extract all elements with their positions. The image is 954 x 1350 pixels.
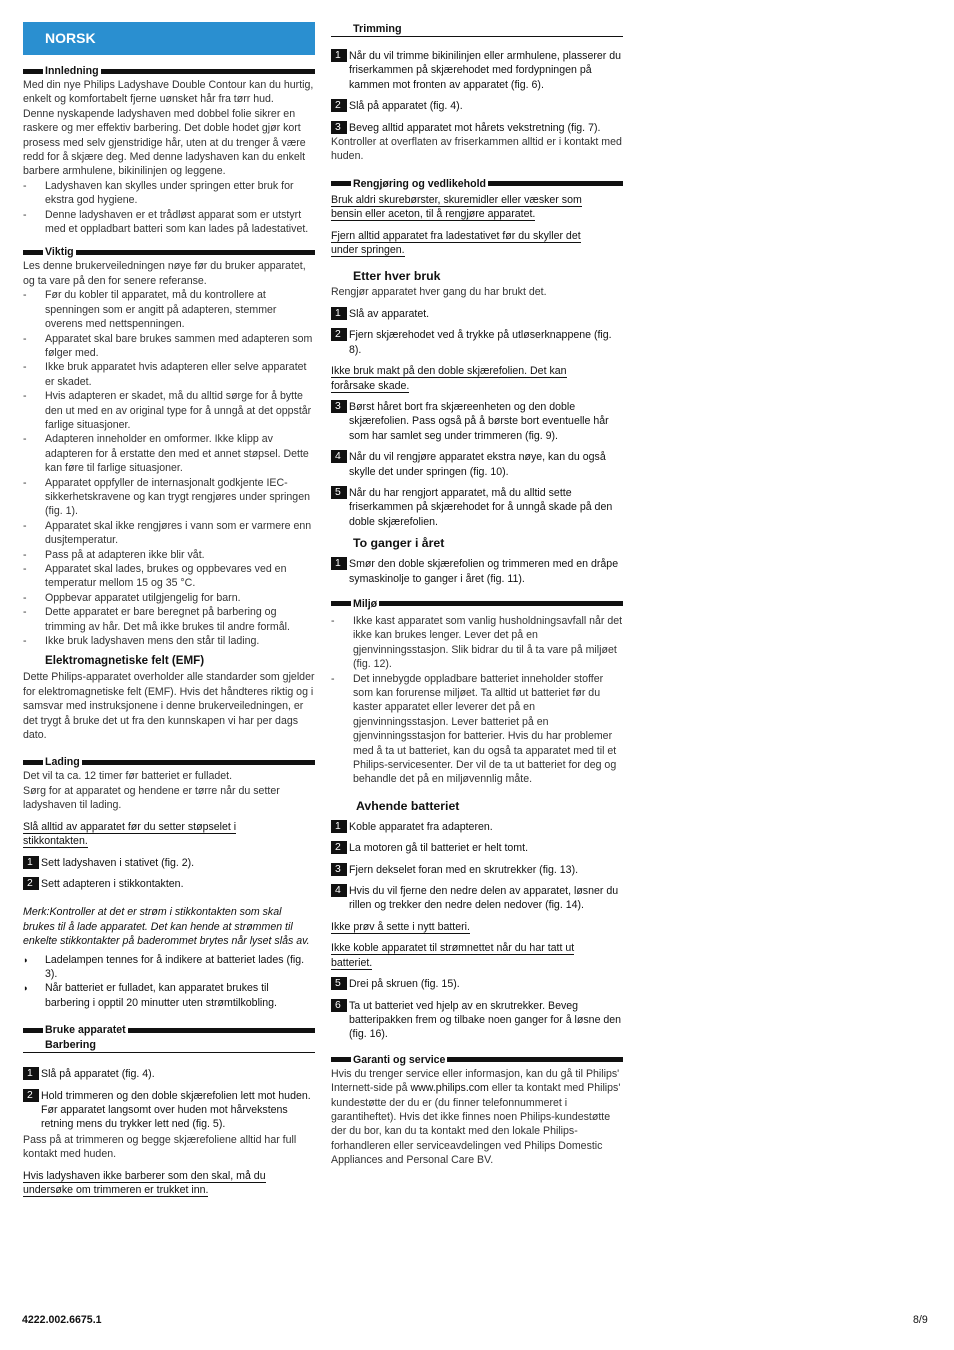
warning-text: Bruk aldri skurebørster, skuremidler eller væsker som bensin eller aceton, til å rengjøre apparatet. (331, 193, 582, 221)
step-item: 2 La motoren gå til batteriet er helt tomt. (331, 841, 623, 855)
section-heading-viktig: Viktig (23, 246, 315, 258)
step-item: 1 Når du vil trimme bikinilinjen eller armhulene, plasserer du friserkammen på skjærehodet med fordypningen på kammen mot fronten av apparatet (fig. 6). (331, 49, 623, 92)
list-item: - Adapteren inneholder en omformer. Ikke klipp av adapteren for å erstatte den med et annet støpsel. Dette kan føre til farlige situasjoner. (23, 433, 309, 475)
section-heading-rengjoring: Rengjøring og vedlikehold (331, 178, 623, 190)
list-item: - Hvis adapteren er skadet, må du alltid sørge for å bytte den ut med en av original type for å unngå at det oppstår farlige situasjoner. (23, 390, 312, 431)
list-item: - Pass på at adapteren ikke blir våt. (23, 548, 205, 561)
section-heading-lading: Lading (23, 756, 315, 768)
etter-paragraph: Rengjør apparatet hver gang du har brukt det. (331, 286, 547, 299)
section-heading-bruke: Bruke apparatet (23, 1024, 315, 1036)
left-column (23, 22, 315, 1204)
philips-link[interactable]: www.philips.com (410, 1082, 489, 1095)
step-item: 4 Hvis du vil fjerne den nedre delen av apparatet, løsner du rillen og trekker den nedre delen nedover (fig. 14). (331, 884, 623, 913)
garanti-paragraph: Hvis du trenger service eller informasjon, kan du gå til Philips' Internett-side på www.philips.com eller ta kontakt med Philips' kundestøtte der du er (du finner telefonnummeret i garantiheftet). Hvis det ikke finnes noen Philips-kundestøtte der du bor, kan du ta kontakt med den lokale Philips-forhandleren eller serviceavdelingen ved Philips Domestic Appliances and Personal Care BV. (331, 1067, 621, 1167)
lading-paragraph-1: Det vil ta ca. 12 timer før batteriet er fulladet. (23, 770, 233, 783)
step-item: 5 Drei på skruen (fig. 15). (331, 977, 623, 991)
list-item: ◗ Når batteriet er fulladet, kan apparatet brukes til barbering i opptil 20 minutter uten strømtilkobling. (23, 982, 277, 1009)
step-item: 3 Beveg alltid apparatet mot hårets vekstretning (fig. 7). (331, 121, 623, 135)
step-item: 2 Slå på apparatet (fig. 4). (331, 99, 623, 113)
list-item: - Ikke kast apparatet som vanlig husholdningsavfall når det ikke kan brukes lenger. Lever det på en gjenvinningsstasjon. Slik bidrar du til å ta vare på miljøet (fig. 12). (331, 614, 623, 671)
warning-text: Ikke prøv å sette i nytt batteri. (331, 920, 470, 933)
list-item: - Dette apparatet er bare beregnet på barbering og trimming av hår. Det må ikke brukes til andre formål. (23, 606, 290, 633)
step-item: 2 Sett adapteren i stikkontakten. (23, 877, 315, 891)
page-number: 8/9 (913, 1314, 928, 1326)
step-item: 5 Når du har rengjort apparatet, må du alltid sette friserkammen på skjærehodet for å unngå skade på den doble skjærefolien. (331, 486, 623, 529)
section-heading-miljo: Miljø (331, 598, 623, 610)
list-item: ◗ Ladelampen tennes for å indikere at batteriet lades (fig. 3). (23, 953, 305, 980)
step-item: 1 Koble apparatet fra adapteren. (331, 820, 623, 834)
bruke-paragraph: Pass på at trimmeren og begge skjærefoliene alltid har full kontakt med huden. (23, 1133, 297, 1161)
section-heading-garanti: Garanti og service (331, 1054, 623, 1066)
list-item: - Oppbevar apparatet utilgjengelig for barn. (23, 591, 241, 604)
right-column (331, 22, 623, 1168)
step-item: 3 Børst håret bort fra skjæreenheten og den doble skjærefolien. Pass også på å børste bort eventuelle hår som har samlet seg under trimmeren (fig. 9). (331, 400, 623, 443)
warning-text: Fjern alltid apparatet fra ladestativet før du skyller det under springen. (331, 229, 581, 257)
section-heading-innledning: Innledning (23, 65, 315, 77)
list-item: - Det innebygde oppladbare batteriet inneholder stoffer som kan forurense miljøet. Ta alltid ut batteriet før du kaster apparatet eller leverer det på en gjenvinningsstasjon. Lever batteriet på en gjenvinningsstasjon for batterier. Hvis du har problemer med å ta ut batteriet, kan du også ta apparatet med til et Philips-servicesenter. Der vil de ta ut batteriet for deg og behandle det på en miljøvennlig måte. (331, 672, 617, 786)
list-item: - Denne ladyshaven er et trådløst apparat som er utstyrt med et oppladbart batteri som kan lades på ladestativet. (23, 208, 309, 236)
note-text: Merk:Kontroller at det er strøm i stikkontakten som skal brukes til å lade apparatet. Det kan hende at strømmen til enkelte stikkontakter på baderommet brytes når lyset slås av. (23, 906, 310, 948)
step-item: 1 Slå på apparatet (fig. 4). (23, 1067, 315, 1081)
language-banner: NORSK (23, 22, 315, 55)
list-item: - Før du kobler til apparatet, må du kontrollere at spenningen som er angitt på adapteren, stemmer overens med nettspenningen. (23, 289, 277, 331)
subheading-avhende: Avhende batteriet (356, 798, 460, 813)
warning-text: Hvis ladyshaven ikke barberer som den skal, må du undersøke om trimmeren er trukket inn. (23, 1169, 266, 1196)
list-item: - Apparatet oppfyller de internasjonalt godkjente IEC-sikkerhetskravene og kan trygt rengjøres under springen (fig. 1). (23, 476, 310, 518)
list-item: - Apparatet skal bare brukes sammen med adapteren som følger med. (23, 332, 313, 359)
warning-text: Ikke bruk makt på den doble skjærefolien. Det kan forårsake skade. (331, 365, 567, 392)
document-code: 4222.002.6675.1 (22, 1314, 102, 1326)
viktig-paragraph: Les denne brukerveiledningen nøye før du bruker apparatet, og ta vare på den for senere referanse. (23, 260, 306, 287)
list-item: - Apparatet skal ikke rengjøres i vann som er varmere enn dusjtemperatur. (23, 519, 312, 547)
step-item: 2 Fjern skjærehodet ved å trykke på utløserknappene (fig. 8). (331, 328, 623, 357)
warning-text: Ikke koble apparatet til strømnettet når du har tatt ut batteriet. (331, 942, 575, 969)
step-item: 3 Fjern dekselet foran med en skrutrekker (fig. 13). (331, 863, 623, 877)
list-item: - Ikke bruk apparatet hvis adapteren eller selve apparatet er skadet. (23, 361, 307, 388)
intro-paragraph-1: Med din nye Philips Ladyshave Double Contour kan du hurtig, enkelt og komfortabelt fjerne uønsket hår fra tørr hud. (23, 79, 314, 106)
step-item: 1 Smør den doble skjærefolien og trimmeren med en dråpe symaskinolje to ganger i året (fig. 11). (331, 557, 623, 586)
subheading-trimming: Trimming (331, 22, 623, 37)
list-item: - Ladyshaven kan skylles under springen etter bruk for ekstra god hygiene. (23, 179, 294, 207)
section-heading-emf: Elektromagnetiske felt (EMF) (45, 654, 205, 668)
step-item: 2 Hold trimmeren og den doble skjærefolien lett mot huden. Før apparatet langsomt over huden mot hårvekstens retning mens du trykker lett ned (fig. 5). (23, 1089, 315, 1132)
step-item: 1 Slå av apparatet. (331, 307, 623, 321)
warning-text: Slå alltid av apparatet før du setter støpselet i stikkontakten. (23, 820, 237, 848)
emf-paragraph: Dette Philips-apparatet overholder alle standarder som gjelder for elektromagnetiske felt (EMF). Hvis det håndteres riktig og i samsvar med instruksjonene i denne brukerveiledningen, er det trygt å bruke det ut fra den kunnskapen vi har per dags dato. (23, 671, 315, 742)
trimming-paragraph: Kontroller at overflaten av friserkammen alltid er i kontakt med huden. (331, 136, 622, 163)
intro-paragraph-2: Denne nyskapende ladyshaven med dobbel folie sikrer en raskere og mer effektiv barbering. Det doble hodet gjør kort prosess med selv gjenstridige hår, uten at du trenger å være redd for å skjære deg. Med denne ladyshaven kan du enkelt barbere armhulene, bikinilinjen og leggene. (23, 107, 306, 178)
lading-paragraph-2: Sørg for at apparatet og hendene er tørre når du setter ladyshaven til lading. (23, 784, 280, 812)
list-item: - Apparatet skal lades, brukes og oppbevares ved en temperatur mellom 15 og 35 °C. (23, 563, 287, 590)
list-item: - Ikke bruk ladyshaven mens den står til lading. (23, 635, 260, 648)
subheading-etter-hver-bruk: Etter hver bruk (353, 269, 441, 284)
step-item: 6 Ta ut batteriet ved hjelp av en skrutrekker. Beveg batteripakken frem og tilbake noen ganger for å løsne den (fig. 16). (331, 999, 623, 1042)
subheading-to-ganger: To ganger i året (353, 536, 445, 551)
step-item: 1 Sett ladyshaven i stativet (fig. 2). (23, 856, 315, 870)
arrow-bullet-icon: ◗ (23, 983, 29, 994)
subheading-barbering: Barbering (23, 1038, 315, 1053)
step-item: 4 Når du vil rengjøre apparatet ekstra nøye, kan du også skylle det under springen (fig. 10). (331, 450, 623, 479)
arrow-bullet-icon: ◗ (23, 954, 29, 965)
